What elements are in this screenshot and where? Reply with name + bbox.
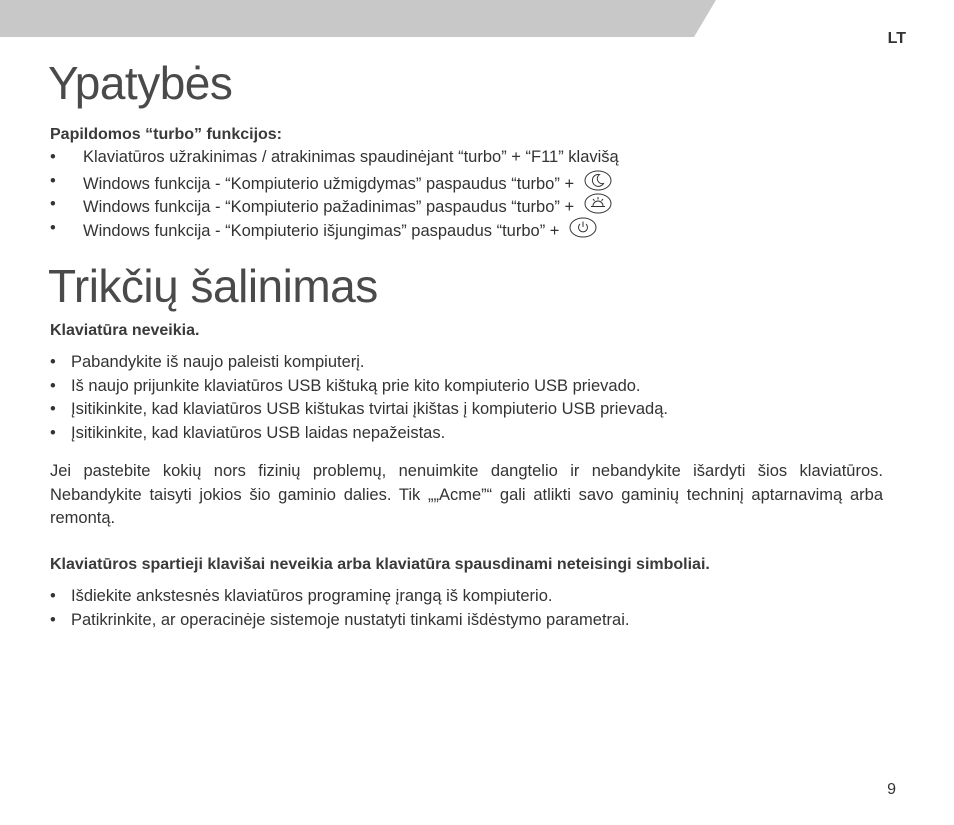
item-text: Iš naujo prijunkite klaviatūros USB kištuką prie kito kompiuterio USB prievado. — [71, 376, 641, 395]
bullet: • — [50, 376, 56, 395]
features-title: Ypatybės — [48, 57, 233, 109]
feature-text: Windows funkcija - “Kompiuterio išjungimas” paspaudus “turbo” + — [83, 221, 560, 240]
moon-icon — [584, 170, 612, 191]
power-icon — [569, 217, 597, 238]
bullet: • — [50, 353, 56, 371]
features-list — [50, 146, 619, 240]
feature-text: Windows funkcija - “Kompiuterio užmigdymas” paspaudus “turbo” + — [83, 174, 575, 193]
list-item — [50, 351, 668, 375]
feature-text: Klaviatūros užrakinimas / atrakinimas spaudinėjant “turbo” + “F11” klavišą — [83, 148, 619, 166]
bullet: • — [50, 171, 56, 190]
warning-paragraph: Jei pastebite kokių nors fizinių problemų, nenuimkite dangtelio ir nebandykite išardyti šios klaviatūros. Nebandykite taisyti jokios šio gaminio dalies. Tik „„Acme”“ gali atlikti savo gaminių techninį aptarnavimą arba remontą. — [50, 462, 883, 527]
section1-list — [50, 351, 668, 445]
page-number: 9 — [887, 781, 896, 798]
list-item — [50, 398, 668, 422]
troubleshooting-title: Trikčių šalinimas — [48, 260, 378, 312]
bullet: • — [50, 610, 56, 629]
sunrise-icon — [584, 193, 612, 214]
list-item — [50, 375, 668, 399]
bullet: • — [50, 423, 56, 442]
item-text: Pabandykite iš naujo paleisti kompiuterį. — [71, 353, 365, 371]
list-item — [50, 585, 629, 609]
list-item — [50, 422, 668, 446]
header-band — [0, 0, 954, 40]
bullet: • — [50, 148, 56, 166]
section1-subhead: Klaviatūra neveikia. — [50, 322, 200, 339]
list-item — [50, 609, 629, 633]
section2-subhead: Klaviatūros spartieji klavišai neveikia arba klaviatūra spausdinami neteisingi simboliai. — [50, 556, 710, 573]
bullet: • — [50, 218, 56, 237]
language-code: LT — [887, 30, 906, 47]
item-text: Įsitikinkite, kad klaviatūros USB kištukas tvirtai įkištas į kompiuterio USB prievadą. — [71, 400, 668, 418]
bullet: • — [50, 587, 56, 605]
item-text: Įsitikinkite, kad klaviatūros USB laidas nepažeistas. — [71, 423, 446, 442]
list-item — [50, 193, 619, 217]
item-text: Patikrinkite, ar operacinėje sistemoje nustatyti tinkami išdėstymo parametrai. — [71, 610, 630, 629]
bullet: • — [50, 195, 56, 213]
feature-text: Windows funkcija - “Kompiuterio pažadinimas” paspaudus “turbo” + — [83, 198, 575, 216]
section2-list — [50, 585, 629, 632]
list-item — [50, 170, 619, 194]
item-text: Išdiekite ankstesnės klaviatūros programinę įrangą iš kompiuterio. — [71, 587, 553, 605]
list-item — [50, 146, 619, 170]
bullet: • — [50, 400, 56, 418]
features-subhead: Papildomos “turbo” funkcijos: — [50, 126, 283, 143]
list-item — [50, 217, 619, 241]
